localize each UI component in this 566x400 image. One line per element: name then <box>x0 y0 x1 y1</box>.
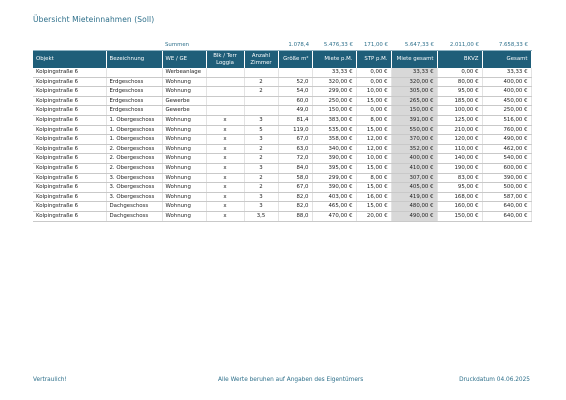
cell-objekt: Kolpingstraße 6 <box>33 106 106 116</box>
cell-groesse <box>278 68 312 77</box>
cell-miete-gesamt: 307,00 € <box>391 173 437 183</box>
cell-miete-gesamt: 391,00 € <box>391 115 437 125</box>
cell-bkvz: 190,00 € <box>437 163 482 173</box>
cell-we-ge: Gewerbe <box>162 96 206 106</box>
cell-objekt: Kolpingstraße 6 <box>33 87 106 97</box>
cell-zimmer: 3 <box>244 202 278 212</box>
table-row[interactable] <box>33 96 531 106</box>
cell-bezeichnung: Erdgeschoss <box>106 77 162 87</box>
cell-bkvz: 95,00 € <box>437 87 482 97</box>
cell-miete-gesamt: 265,00 € <box>391 96 437 106</box>
summary-flaeche: 1.078,4 <box>278 40 312 51</box>
cell-zimmer: 2 <box>244 77 278 87</box>
cell-bkvz: 125,00 € <box>437 115 482 125</box>
cell-balkon: x <box>206 125 244 135</box>
cell-groesse: 52,0 <box>278 77 312 87</box>
cell-miete-gesamt: 419,00 € <box>391 192 437 202</box>
cell-we-ge: Wohnung <box>162 192 206 202</box>
cell-objekt: Kolpingstraße 6 <box>33 96 106 106</box>
cell-gesamt: 462,00 € <box>482 144 531 154</box>
cell-gesamt: 760,00 € <box>482 125 531 135</box>
col-header-balkon[interactable]: Blk / Terr Loggia <box>206 51 244 69</box>
cell-groesse: 88,0 <box>278 211 312 221</box>
cell-we-ge: Wohnung <box>162 77 206 87</box>
cell-stp: 16,00 € <box>356 192 391 202</box>
cell-stp: 8,00 € <box>356 115 391 125</box>
cell-bezeichnung: Erdgeschoss <box>106 106 162 116</box>
cell-gesamt: 450,00 € <box>482 96 531 106</box>
cell-objekt: Kolpingstraße 6 <box>33 68 106 77</box>
cell-stp: 15,00 € <box>356 183 391 193</box>
cell-bezeichnung: 3. Obergeschoss <box>106 192 162 202</box>
cell-bezeichnung: 1. Obergeschoss <box>106 115 162 125</box>
cell-zimmer <box>244 96 278 106</box>
cell-miete-gesamt: 370,00 € <box>391 135 437 145</box>
cell-we-ge: Wohnung <box>162 87 206 97</box>
cell-balkon: x <box>206 211 244 221</box>
cell-stp: 8,00 € <box>356 173 391 183</box>
summary-row <box>33 40 531 51</box>
summary-gesamt: 7.658,33 € <box>482 40 531 51</box>
cell-gesamt: 33,33 € <box>482 68 531 77</box>
cell-balkon: x <box>206 202 244 212</box>
table-row[interactable] <box>33 163 531 173</box>
cell-miete-gesamt: 150,00 € <box>391 106 437 116</box>
table-row[interactable] <box>33 202 531 212</box>
cell-objekt: Kolpingstraße 6 <box>33 192 106 202</box>
table-row[interactable] <box>33 106 531 116</box>
table-row[interactable] <box>33 183 531 193</box>
table-row[interactable] <box>33 144 531 154</box>
cell-we-ge: Wohnung <box>162 135 206 145</box>
footer-disclaimer: Alle Werte beruhen auf Angaben des Eigentümers <box>218 377 364 383</box>
cell-stp: 0,00 € <box>356 77 391 87</box>
cell-stp: 20,00 € <box>356 211 391 221</box>
cell-bkvz: 100,00 € <box>437 106 482 116</box>
cell-bezeichnung: 1. Obergeschoss <box>106 125 162 135</box>
col-header-miete-gesamt[interactable]: Miete gesamt <box>391 51 437 69</box>
cell-miete-gesamt: 33,33 € <box>391 68 437 77</box>
cell-gesamt: 540,00 € <box>482 154 531 164</box>
cell-objekt: Kolpingstraße 6 <box>33 154 106 164</box>
col-header-bkvz[interactable]: BKVZ <box>437 51 482 69</box>
col-header-we-ge[interactable]: WE / GE <box>162 51 206 69</box>
cell-balkon <box>206 96 244 106</box>
cell-balkon: x <box>206 183 244 193</box>
cell-bkvz: 83,00 € <box>437 173 482 183</box>
cell-groesse: 67,0 <box>278 183 312 193</box>
cell-stp: 10,00 € <box>356 154 391 164</box>
cell-balkon <box>206 77 244 87</box>
cell-zimmer: 2 <box>244 183 278 193</box>
cell-miete: 535,00 € <box>312 125 356 135</box>
cell-balkon: x <box>206 173 244 183</box>
cell-stp: 12,00 € <box>356 135 391 145</box>
col-header-miete[interactable]: Miete p.M. <box>312 51 356 69</box>
cell-miete-gesamt: 305,00 € <box>391 87 437 97</box>
cell-gesamt: 490,00 € <box>482 135 531 145</box>
cell-bezeichnung: 2. Obergeschoss <box>106 163 162 173</box>
cell-we-ge: Werbeanlage <box>162 68 206 77</box>
cell-groesse: 63,0 <box>278 144 312 154</box>
cell-zimmer: 3,5 <box>244 211 278 221</box>
cell-zimmer: 2 <box>244 154 278 164</box>
cell-stp: 0,00 € <box>356 106 391 116</box>
cell-bkvz: 168,00 € <box>437 192 482 202</box>
cell-bkvz: 110,00 € <box>437 144 482 154</box>
cell-zimmer: 3 <box>244 163 278 173</box>
cell-balkon: x <box>206 154 244 164</box>
cell-we-ge: Wohnung <box>162 144 206 154</box>
cell-objekt: Kolpingstraße 6 <box>33 115 106 125</box>
cell-balkon <box>206 106 244 116</box>
cell-miete-gesamt: 405,00 € <box>391 183 437 193</box>
footer-print-date: Druckdatum 04.06.2025 <box>459 377 530 383</box>
cell-balkon: x <box>206 163 244 173</box>
cell-stp: 12,00 € <box>356 144 391 154</box>
cell-zimmer: 5 <box>244 125 278 135</box>
cell-balkon: x <box>206 135 244 145</box>
table-row[interactable] <box>33 68 531 77</box>
table-row[interactable] <box>33 77 531 87</box>
cell-gesamt: 250,00 € <box>482 106 531 116</box>
cell-we-ge: Wohnung <box>162 154 206 164</box>
cell-we-ge: Wohnung <box>162 115 206 125</box>
cell-bkvz: 80,00 € <box>437 77 482 87</box>
cell-gesamt: 640,00 € <box>482 211 531 221</box>
cell-bkvz: 210,00 € <box>437 125 482 135</box>
cell-miete: 299,00 € <box>312 87 356 97</box>
cell-balkon: x <box>206 115 244 125</box>
cell-zimmer: 2 <box>244 87 278 97</box>
cell-miete-gesamt: 400,00 € <box>391 154 437 164</box>
cell-objekt: Kolpingstraße 6 <box>33 211 106 221</box>
cell-groesse: 84,0 <box>278 163 312 173</box>
cell-objekt: Kolpingstraße 6 <box>33 135 106 145</box>
cell-miete: 33,33 € <box>312 68 356 77</box>
cell-balkon <box>206 68 244 77</box>
col-header-bezeichnung[interactable]: Bezeichnung <box>106 51 162 69</box>
cell-stp: 15,00 € <box>356 163 391 173</box>
cell-groesse: 58,0 <box>278 173 312 183</box>
cell-objekt: Kolpingstraße 6 <box>33 77 106 87</box>
cell-objekt: Kolpingstraße 6 <box>33 183 106 193</box>
cell-gesamt: 516,00 € <box>482 115 531 125</box>
summary-label: Summen <box>162 40 206 51</box>
cell-miete: 358,00 € <box>312 135 356 145</box>
cell-stp: 0,00 € <box>356 68 391 77</box>
cell-bkvz: 160,00 € <box>437 202 482 212</box>
cell-miete: 383,00 € <box>312 115 356 125</box>
cell-zimmer: 3 <box>244 135 278 145</box>
cell-miete-gesamt: 352,00 € <box>391 144 437 154</box>
col-header-groesse[interactable]: Größe m² <box>278 51 312 69</box>
cell-groesse: 72,0 <box>278 154 312 164</box>
cell-objekt: Kolpingstraße 6 <box>33 125 106 135</box>
cell-bkvz: 95,00 € <box>437 183 482 193</box>
cell-groesse: 81,4 <box>278 115 312 125</box>
rent-table <box>33 40 532 222</box>
cell-gesamt: 400,00 € <box>482 87 531 97</box>
cell-miete: 465,00 € <box>312 202 356 212</box>
summary-bkvz: 2.011,00 € <box>437 40 482 51</box>
cell-bezeichnung: Dachgeschoss <box>106 211 162 221</box>
cell-zimmer: 2 <box>244 144 278 154</box>
cell-balkon: x <box>206 144 244 154</box>
cell-we-ge: Wohnung <box>162 125 206 135</box>
cell-miete: 470,00 € <box>312 211 356 221</box>
cell-groesse: 119,0 <box>278 125 312 135</box>
cell-groesse: 60,0 <box>278 96 312 106</box>
cell-stp: 15,00 € <box>356 96 391 106</box>
cell-miete: 150,00 € <box>312 106 356 116</box>
cell-miete-gesamt: 490,00 € <box>391 211 437 221</box>
cell-zimmer: 3 <box>244 192 278 202</box>
cell-miete: 250,00 € <box>312 96 356 106</box>
cell-bezeichnung: Erdgeschoss <box>106 87 162 97</box>
cell-miete-gesamt: 550,00 € <box>391 125 437 135</box>
col-header-gesamt[interactable]: Gesamt <box>482 51 531 69</box>
table-row[interactable] <box>33 173 531 183</box>
cell-objekt: Kolpingstraße 6 <box>33 163 106 173</box>
cell-gesamt: 500,00 € <box>482 183 531 193</box>
table-row[interactable] <box>33 87 531 97</box>
cell-groesse: 82,0 <box>278 202 312 212</box>
cell-gesamt: 587,00 € <box>482 192 531 202</box>
cell-bkvz: 0,00 € <box>437 68 482 77</box>
cell-zimmer: 3 <box>244 115 278 125</box>
cell-bezeichnung: 3. Obergeschoss <box>106 173 162 183</box>
cell-we-ge: Gewerbe <box>162 106 206 116</box>
cell-zimmer <box>244 68 278 77</box>
col-header-objekt[interactable]: Objekt <box>33 51 106 69</box>
page-title: Übersicht Mieteinnahmen (Soll) <box>33 15 155 24</box>
cell-groesse: 82,0 <box>278 192 312 202</box>
cell-bezeichnung: 2. Obergeschoss <box>106 144 162 154</box>
cell-groesse: 67,0 <box>278 135 312 145</box>
cell-miete-gesamt: 320,00 € <box>391 77 437 87</box>
table-header-row <box>33 51 531 69</box>
table-row[interactable] <box>33 135 531 145</box>
cell-stp: 10,00 € <box>356 87 391 97</box>
cell-objekt: Kolpingstraße 6 <box>33 202 106 212</box>
cell-gesamt: 390,00 € <box>482 173 531 183</box>
cell-miete-gesamt: 410,00 € <box>391 163 437 173</box>
cell-we-ge: Wohnung <box>162 163 206 173</box>
summary-stp: 171,00 € <box>356 40 391 51</box>
table-row[interactable] <box>33 115 531 125</box>
table-row[interactable] <box>33 192 531 202</box>
cell-stp: 15,00 € <box>356 125 391 135</box>
cell-miete: 390,00 € <box>312 154 356 164</box>
cell-we-ge: Wohnung <box>162 202 206 212</box>
cell-balkon: x <box>206 192 244 202</box>
table-row[interactable] <box>33 154 531 164</box>
cell-objekt: Kolpingstraße 6 <box>33 173 106 183</box>
cell-we-ge: Wohnung <box>162 183 206 193</box>
cell-bkvz: 140,00 € <box>437 154 482 164</box>
col-header-zimmer[interactable]: Anzahl Zimmer <box>244 51 278 69</box>
cell-miete: 403,00 € <box>312 192 356 202</box>
cell-miete: 320,00 € <box>312 77 356 87</box>
table-body <box>33 68 531 221</box>
cell-gesamt: 640,00 € <box>482 202 531 212</box>
cell-miete: 390,00 € <box>312 183 356 193</box>
cell-zimmer: 2 <box>244 173 278 183</box>
cell-objekt: Kolpingstraße 6 <box>33 144 106 154</box>
col-header-stp[interactable]: STP p.M. <box>356 51 391 69</box>
cell-gesamt: 400,00 € <box>482 77 531 87</box>
cell-bkvz: 150,00 € <box>437 211 482 221</box>
cell-balkon <box>206 87 244 97</box>
cell-miete-gesamt: 480,00 € <box>391 202 437 212</box>
cell-zimmer <box>244 106 278 116</box>
cell-bkvz: 120,00 € <box>437 135 482 145</box>
cell-miete: 299,00 € <box>312 173 356 183</box>
cell-groesse: 54,0 <box>278 87 312 97</box>
table-row[interactable] <box>33 211 531 221</box>
cell-bezeichnung: 3. Obergeschoss <box>106 183 162 193</box>
summary-miete: 5.476,33 € <box>312 40 356 51</box>
summary-miete-gesamt: 5.647,33 € <box>391 40 437 51</box>
cell-bkvz: 185,00 € <box>437 96 482 106</box>
cell-bezeichnung: Erdgeschoss <box>106 96 162 106</box>
cell-groesse: 49,0 <box>278 106 312 116</box>
footer-confidential: Vertraulich! <box>33 377 67 383</box>
cell-bezeichnung <box>106 68 162 77</box>
cell-bezeichnung: 2. Obergeschoss <box>106 154 162 164</box>
cell-miete: 340,00 € <box>312 144 356 154</box>
table-row[interactable] <box>33 125 531 135</box>
cell-stp: 15,00 € <box>356 202 391 212</box>
cell-bezeichnung: Dachgeschoss <box>106 202 162 212</box>
cell-gesamt: 600,00 € <box>482 163 531 173</box>
cell-we-ge: Wohnung <box>162 173 206 183</box>
cell-miete: 395,00 € <box>312 163 356 173</box>
cell-we-ge: Wohnung <box>162 211 206 221</box>
rent-table-container <box>33 40 531 222</box>
cell-bezeichnung: 1. Obergeschoss <box>106 135 162 145</box>
